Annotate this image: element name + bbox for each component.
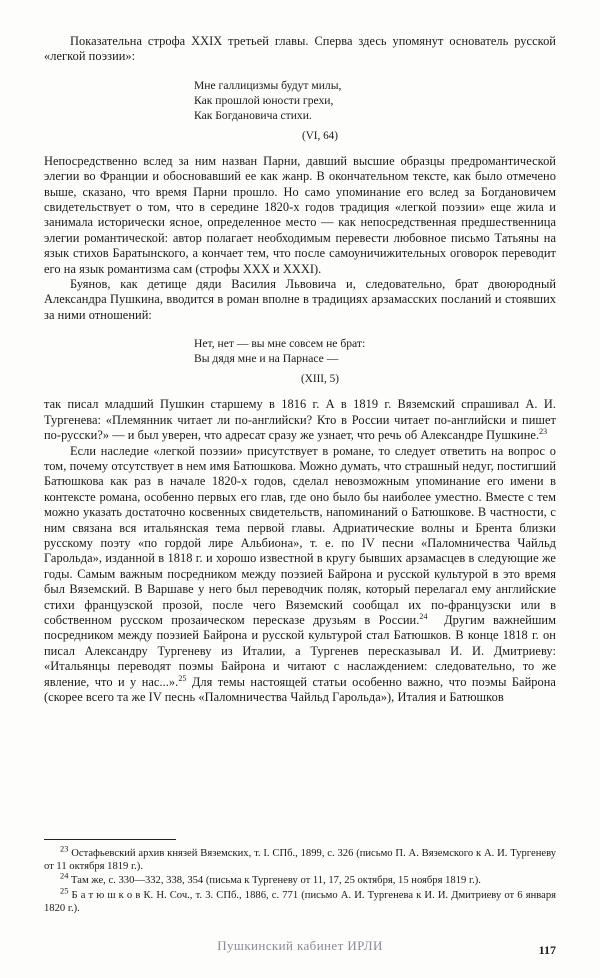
footnote-divider xyxy=(44,839,176,840)
footnote-25 xyxy=(44,886,556,915)
verse-line: Как Богдановича стихи. xyxy=(194,108,312,122)
footnote-ref-24: 24 xyxy=(419,611,428,621)
page-footer xyxy=(0,938,600,958)
footnote-marker: 24 xyxy=(60,871,69,881)
library-stamp: Пушкинский кабинет ИРЛИ xyxy=(217,938,383,953)
paragraph-2: Непосредственно вслед за ним назван Парни, давший высшие образцы предромантической элегии во Франции и обосновавший ее как жанр. В окончательном тексте, как было отмечено выше, сказано, что время Парни прошло. Но само упоминание его вслед за Богдановичем свидетельствует о том, что в середине 1820-х годов традиция «легкой поэзии» еще жила и занимала исторически ясное, определенное место — как непосредственная предшественница элегии романтической: автор полагает необходимым перевести любовное письмо Татьяны на язык стихов Баратынского, а кончает тем, что после самоуничижительных оговорок переводит его на язык романтизма сам (строфы XXX и XXXI). xyxy=(44,153,556,276)
footnotes-section xyxy=(44,839,556,916)
footnote-23 xyxy=(44,844,557,873)
footnote-24 xyxy=(44,871,556,887)
paragraph-3: Буянов, как детище дяди Василия Львовича и, следовательно, брат двоюродный Александра Пушкина, вводится в роман вполне в традициях арзамасских посланий и стоявших за ними отношений: xyxy=(44,277,556,322)
footnote-text: Остафьевский архив князей Вяземских, т. I. СПб., 1899, с. 326 (письмо П. А. Вяземского к А. И. Тургеневу от 11 октября 1819 г.). xyxy=(44,847,557,873)
paragraph-1: Показательна строфа XXIX третьей главы. Сперва здесь упомянут основатель русской «легкой поэзии»: xyxy=(44,34,556,64)
verse-line: Вы дядя мне и на Парнасе — xyxy=(194,352,339,366)
footnote-marker: 23 xyxy=(60,844,69,854)
verse-reference-2: (XIII, 5) xyxy=(301,373,339,386)
page-number: 117 xyxy=(538,943,556,957)
paragraph-5-text: Если наследие «легкой поэзии» присутствует в романе, то следует ответить на вопрос о том, почему отсутствует в нем имя Батюшкова. Можно думать, что страшный недуг, постигший Батюшкова как раз в начале 1820-х годов, сделал невозможным упоминание его имени в контексте романа, особенно первых его глав, где оно было бы наиболее уместно. Вместе с тем можно указать достаточно косвенных свидетельств, напоминаний о Батюшкове. В частности, с ним связана вся итальянская тема первой главы. Адриатические волны и Брента близки русскому поэту «по гордой лире Альбиона», т. е. по IV песни «Паломничества Чайльд Гарольда», изданной в 1818 г. и хорошо известной в кругу бывших арзамасцев в следующие же годы. Самым важным посредником между поэзией Байрона и русской культурой в это время был Вяземский. В Варшаве у него был переводчик поляк, который перелагал ему английские стихи французской прозой, после чего Вяземский сообщал их по-французски или в собственном русском прозаическом пересказе друзьям в России. xyxy=(44,443,556,627)
verse-block-1 xyxy=(44,78,556,123)
verse-block-2 xyxy=(44,336,556,366)
footnote-marker: 25 xyxy=(60,886,69,896)
paragraph-5 xyxy=(44,444,556,706)
verse-reference-1: (VI, 64) xyxy=(301,129,339,142)
paragraph-4-text: так писал младший Пушкин старшему в 1816 г. А в 1819 г. Вяземский спрашивал А. И. Тургенева: «Племянник читает ли по-английски? Кто в России читает по-английски и пишет по-русски?» — и был уверен, что адресат сразу же узнает, что речь об Александре Пушкине. xyxy=(44,397,556,443)
paragraph-4 xyxy=(44,397,556,443)
verse-line: Нет, нет — вы мне совсем не брат: xyxy=(194,337,366,351)
footnote-ref-23: 23 xyxy=(539,426,548,436)
footnote-text: Б а т ю ш к о в К. Н. Соч., т. 3. СПб., 1886, с. 771 (письмо А. И. Тургенева к И. И. Дмитриеву от 6 января 1820 г.). xyxy=(44,889,556,914)
verse-line: Как прошлой юности грехи, xyxy=(194,93,334,107)
verse-line: Мне галлицизмы будут милы, xyxy=(194,78,342,92)
footnote-ref-25: 25 xyxy=(178,673,187,683)
footnote-text: Там же, с. 330—332, 338, 354 (письма к Тургеневу от 11, 17, 25 октября, 15 ноября 1819 г.). xyxy=(71,875,481,887)
paragraph-5-tail2: Для темы настоящей статьи особенно важно, что поэмы Байрона (скорее всего та же IV песнь «Паломничества Чайльд Гарольда»), Италия и Батюшков xyxy=(44,674,556,704)
paragraph-5-tail: Другим важнейшим посредником между поэзией Байрона и русской культурой стал Батюшков. В конце 1818 г. он писал Александру Тургеневу из Италии, а Тургенев пересказывал И. И. Дмитриеву: «Итальянцы переводят поэмы Байрона и читают с наслаждением: следовательно, то же явление, что и у нас...». xyxy=(44,612,557,689)
